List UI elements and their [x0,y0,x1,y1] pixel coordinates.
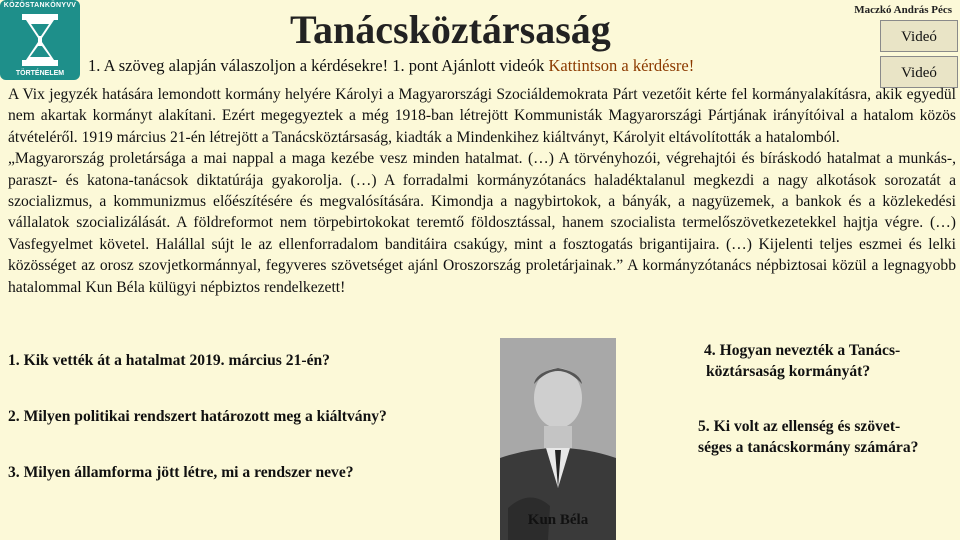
video-button-2[interactable]: Videó [880,56,958,88]
logo-text-top: KÖZÖSTANKÖNYVV [3,2,77,9]
question-4-line-1: 4. Hogyan nevezték a Tanács- [704,342,901,359]
question-1[interactable]: 1. Kik vették át a hatalmat 2019. március 21-én? [8,352,330,369]
photo-caption: Kun Béla [527,512,589,528]
question-3[interactable]: 3. Milyen államforma jött létre, mi a rendszer neve? [8,464,354,481]
task-text: 1. A szöveg alapján válaszoljon a kérdésekre! 1. pont Ajánlott videók [88,56,545,75]
logo [0,0,80,80]
question-2[interactable]: 2. Milyen politikai rendszert határozott meg a kiáltvány? [8,408,387,425]
page-title: Tanácsköztársaság [290,7,611,52]
video-button-1[interactable]: Videó [880,20,958,52]
paragraph-quote: „Magyarország proletársága a mai nappal a maga kezébe vesz minden hatalmat. (…) A törvényhozói, végrehajtói és bíráskodó hatalmat a munkás-, paraszt- és katona-tanácsok diktatúrája gyakorolja. (…) A forradalmi kormányzótanács haladéktalanul megkezdi a nagy alkotások sorozatát a szocializmus, a kommunizmus előészítésére és megvalósítására. Kimondja a nagybirtokok, a bányák, a nagyüzemek, a bankok és a közlekedési vállalatok szocializálását. A földreformot nem törpebirtokokat teremtő földosztással, hanem szocialista termelőszövetkezetekkel hajtja végre. (…) Vasfegyelmet követel. Halállal sújt le az ellenforradalom banditáira csakúgy, mint a fosztogatás brigantijaira. (…) Kijelenti teljes eszmei és lelki közösséget az orosz szovjetkormánnyal, fegyveres szövetséget ajánl Oroszország proletárjainak.” A kormányzótanács népbiztosai közül a legnagyobb hatalommal Kun Béla külügyi népbiztos rendelkezett! [8,150,956,296]
paragraph-intro: A Vix jegyzék hatására lemondott kormány helyére Károlyi a Magyarországi Szociáldemokrata Párt vezetőit kérte fel kormányalakításra, akik egyedül nem akartak kormányt alakítani. Ezért megegyeztek a még 1918-ban létrejött Kommunisták Magyarországi Pártjának irányítóival a hatalom közös átvételéről. 1919 március 21-én létrejött a Tanácsköztársaság, kiadták a Mindenkihez kiáltványt, Károlyit eltávolították a hatalomból. [8,86,956,146]
question-4[interactable] [704,340,900,382]
question-5-line-1: 5. Ki volt az ellenség és szövet- [698,418,901,435]
task-instruction [88,56,694,76]
question-link[interactable]: Kattintson a kérdésre! [548,56,695,75]
source-text [8,84,956,298]
logo-text-bottom: TÖRTÉNELEM [15,70,65,77]
portrait-illustration [500,338,616,540]
author-label: Maczkó András Pécs [854,4,952,16]
question-5-line-2: séges a tanácskormány számára? [698,439,919,456]
portrait-photo [500,338,616,540]
question-4-line-2: köztársaság kormányát? [706,363,871,380]
hourglass-icon [14,12,66,68]
question-5[interactable] [698,416,918,458]
